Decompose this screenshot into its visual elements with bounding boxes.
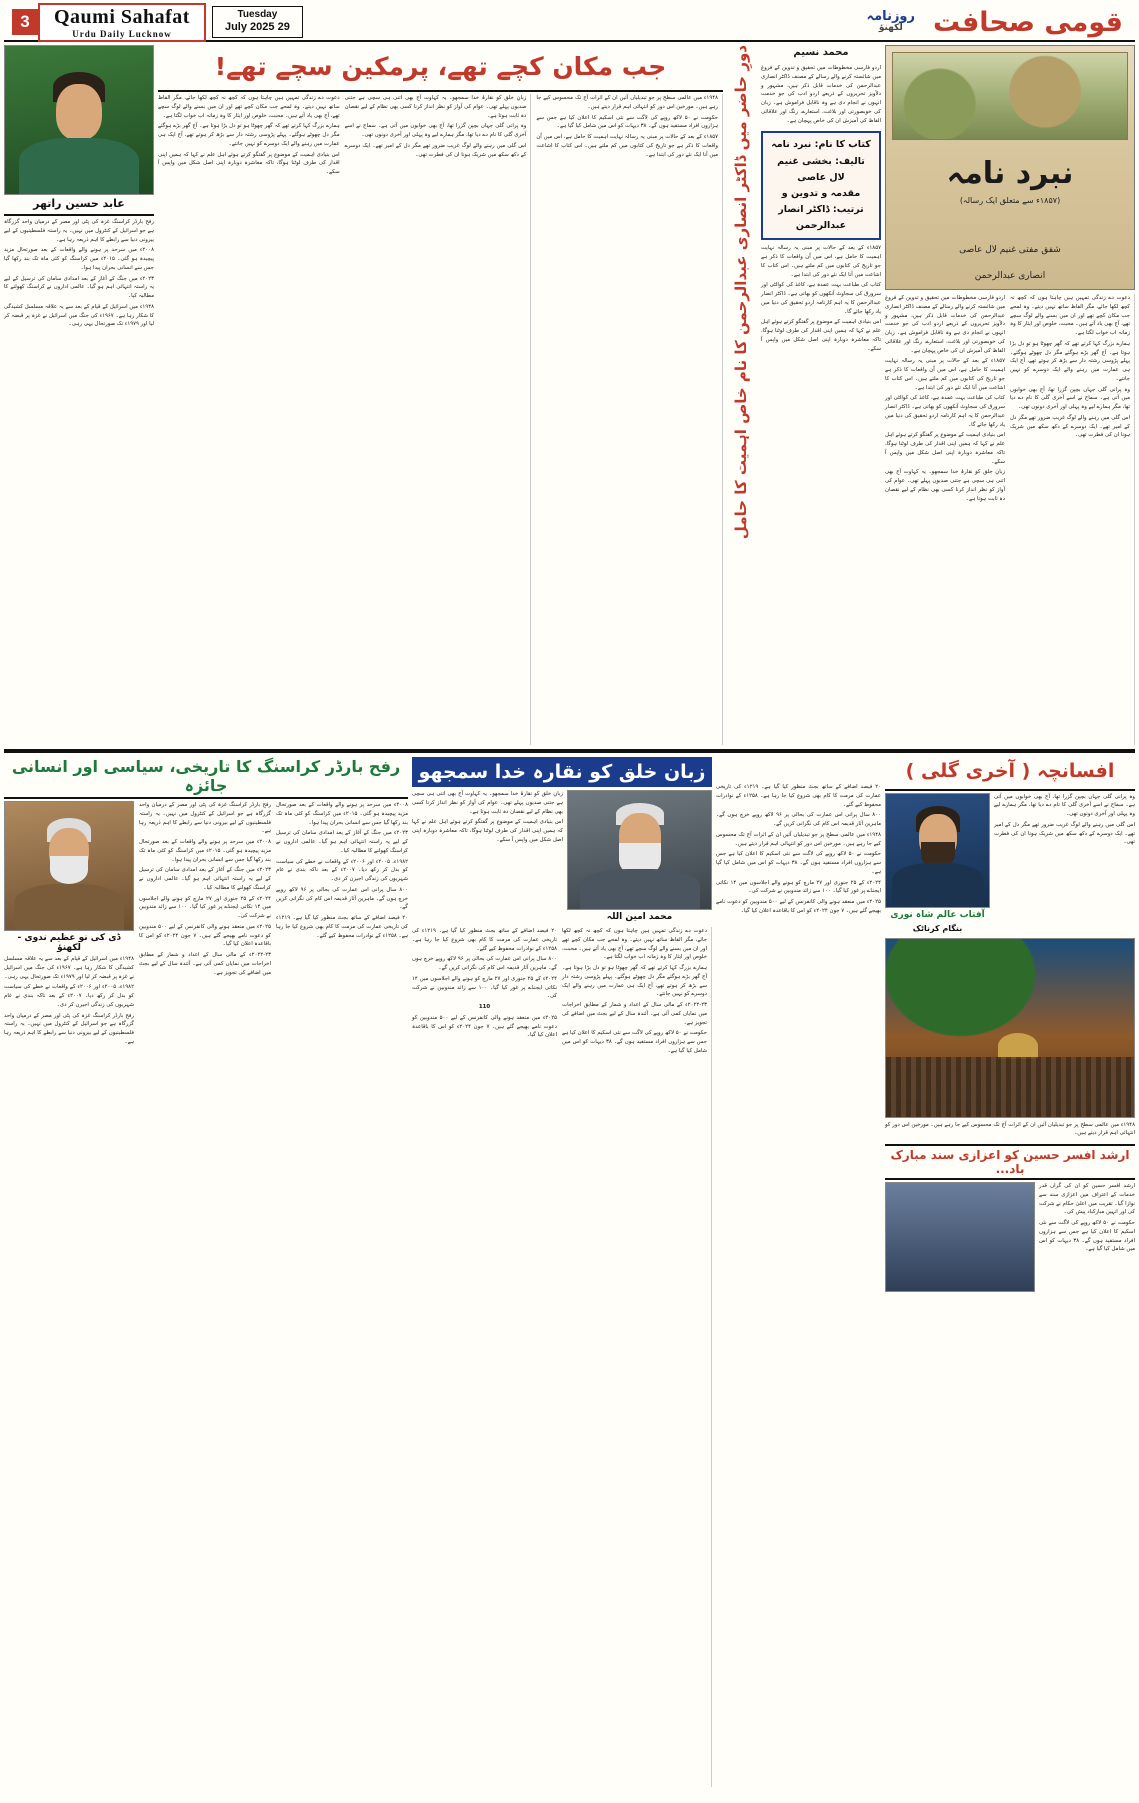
paragraph: ۲۰۲۳ء میں جنگ کے آغاز کے بعد امدادی سامان کی ترسیل کے لیے یہ راستہ انتہائی اہم ہو گیا۔ عالمی اداروں نے کراسنگ کھولنے کا مطالبہ کیا۔ xyxy=(139,867,271,891)
masthead-title-urdu: قومی صحافت xyxy=(933,6,1123,38)
article-column xyxy=(4,955,134,1047)
photo-caption-aftab-city: بنگام کرناٹک xyxy=(912,923,963,933)
article-column xyxy=(139,801,271,1787)
paragraph: ۱۹۸۲ء، ۲۰۰۵ء اور ۲۰۰۶ء کے واقعات نے خطے کی سیاست کو بدل کر رکھ دیا۔ ۲۰۰۷ء کے بعد ناکہ بندی نے عام شہریوں کی زندگی اجیرن کر دی۔ xyxy=(4,984,134,1008)
page-number: 3 xyxy=(12,9,38,35)
rafah-block xyxy=(4,757,408,1787)
paragraph: ۲۰۰۸ء میں سرحد پر ہونے والے واقعات کے بعد صورتحال مزید پیچیدہ ہو گئی۔ ۲۰۱۵ء میں کراسنگ کو کئی ماہ تک بند رکھا گیا جس سے انسانی بحران پیدا ہوا۔ xyxy=(4,247,154,271)
paragraph: رفح بارڈر کراسنگ غزہ کی پٹی اور مصر کے درمیان واحد گزرگاہ ہے جو اسرائیل کے کنٹرول میں نہیں۔ یہ راستہ فلسطینیوں کے لیے بیرونی دنیا سے رابطے کا اہم ذریعہ رہا ہے۔ xyxy=(139,802,271,835)
paragraph: کتاب کی طباعت بہت عمدہ ہے، کاغذ کی کوالٹی اور سرورق کی سجاوٹ آنکھوں کو بھاتی ہے۔ ڈاکٹر انصار عبدالرحمن کا یہ اہم کارنامہ اردو تحقیق کی دنیا میں یاد رکھا جائے گا۔ xyxy=(885,395,1005,428)
article-column xyxy=(4,218,154,745)
portrait-photo-rather xyxy=(4,45,154,195)
paragraph: ۱۹۴۸ء میں عالمی سطح پر جو تبدیلیاں آئیں ان کے اثرات آج تک محسوس کیے جا رہے ہیں۔ مورخین اس دور کو انتہائی اہم قرار دیتے ہیں۔ xyxy=(716,831,881,847)
article-column xyxy=(885,294,1005,745)
paragraph: ہمارے بزرگ کہا کرتے تھے کہ گھر چھوٹا ہو تو دل بڑا ہوتا ہے۔ آج گھر بڑے ہوگئے مگر دل چھوٹے ہوگئے۔ پہلے پڑوسی رشتہ دار سے بڑھ کر ہوتے تھے، آج ایک ہی عمارت میں رہنے والے ایک دوسرے کو نہیں جانتے۔ xyxy=(562,965,707,998)
main-headline: جب مکان کچے تھے، پرمکین سچے تھے! xyxy=(214,52,667,81)
paragraph: کتاب کی طباعت بہت عمدہ ہے، کاغذ کی کوالٹی اور سرورق کی سجاوٹ آنکھوں کو بھاتی ہے۔ ڈاکٹر انصار عبدالرحمن کا یہ اہم کارنامہ اردو تحقیق کی دنیا میں یاد رکھا جائے گا۔ xyxy=(761,282,881,315)
vertical-headline: دورِ حاضر میں ڈاکٹر انصاری عبدالرحمن کا نام خاص اہمیت کا حامل xyxy=(732,45,751,540)
paragraph: زبانِ خلق کو نقارۂ خدا سمجھو۔ یہ کہاوت آج بھی اتنی ہی سچی ہے جتنی صدیوں پہلے تھی۔ عوام کی آواز کو نظر انداز کرنا کسی بھی نظام کے لیے نقصان دہ ثابت ہوتا ہے۔ xyxy=(344,95,527,119)
paragraph: ۱۸۵۷ء کے بعد کے حالات پر مبنی یہ رسالہ نہایت اہمیت کا حامل ہے، اس میں اُن واقعات کا ذکر ہے جو تاریخ کی کتابوں میں کم ملتے ہیں۔ اس کتاب کا اشاعت میں آنا ایک نئے دور کی ابتدا ہے۔ xyxy=(885,358,1005,391)
paragraph: دعوت دے زندگی تمہیں ہیں چاہتا ہوں کہ کچھ نہ کچھ لکھا جائے، مگر الفاظ ساتھ نہیں دیتے۔ وہ لمحے جب مکان کچے تھے اور ان میں بسنے والے لوگ سچے تھے، آج بھی یاد آتے ہیں۔ محبت، خلوص اور ایثار کا وہ زمانہ اب خواب لگتا ہے۔ xyxy=(1010,295,1130,336)
crowd-shape xyxy=(886,1057,1134,1117)
paragraph: ۱۹۴۸ء میں عالمی سطح پر جو تبدیلیاں آئیں ان کے اثرات آج تک محسوس کیے جا رہے ہیں۔ مورخین اس دور کو انتہائی اہم قرار دیتے ہیں۔ xyxy=(885,1121,1135,1137)
book-info-box xyxy=(761,131,881,240)
paragraph: ۲۰۲۴ء کے ۲۵ جنوری اور ۲۷ مارچ کو ہونے والے اجلاسوں میں ۱۴ نکاتی ایجنڈے پر غور کیا گیا۔ ۱۰۰ سے زائد مندوبین نے شرکت کی۔ xyxy=(716,879,882,895)
book-cover-image xyxy=(885,45,1135,290)
book-author: شفق مفتی غنیم لال عاصی xyxy=(959,245,1061,255)
paragraph: ۲۰۲۳ء میں جنگ کے آغاز کے بعد امدادی سامان کی ترسیل کے لیے یہ راستہ انتہائی اہم ہو گیا۔ عالمی اداروں نے کراسنگ کھولنے کا مطالبہ کیا۔ xyxy=(4,275,154,299)
paragraph: اس گلی میں رہنے والے لوگ غریب ضرور تھے مگر دل کے امیر تھے۔ ایک دوسرے کے دکھ سکھ میں شریک ہونا ان کی فطرت تھی۔ xyxy=(344,142,527,158)
paragraph: اس بنیادی اہمیت کے موضوع پر گفتگو کرتے ہوئے اہل علم نے کہا کہ ہمیں اپنی اقدار کی طرف لوٹنا ہوگا، تاکہ معاشرہ دوبارہ اپنی اصل شکل میں واپس آ سکے۔ xyxy=(761,319,881,352)
date-full: 29 July 2025 xyxy=(224,21,290,34)
headline-rafah: رفح بارڈر کراسنگ کا تاریخی، سیاسی اور انسانی جائزہ xyxy=(11,757,401,795)
paragraph: حکومت نے ۵۰ لاکھ روپے کی لاگت سے نئی اسکیم کا اعلان کیا ہے جس سے ہزاروں افراد مستفید ہوں گے۔ ۳۸ دیہات کو اس میں شامل کیا گیا ہے۔ xyxy=(716,851,881,875)
paragraph: ۲۰۲۵ء میں منعقد ہونے والی کانفرنس کے لیے ۵۰۰ مندوبین کو دعوت نامے بھیجے گئے ہیں۔ ۷ جون ۲۰۲۴ء کو اس کا باقاعدہ اعلان کیا گیا۔ xyxy=(412,1014,557,1039)
portrait-photo-aftab xyxy=(885,793,990,908)
paragraph: ۲۰۲۴ء کے ۲۵ جنوری اور ۲۷ مارچ کو ہونے والے اجلاسوں میں ۱۴ نکاتی ایجنڈے پر غور کیا گیا۔ ۱۰۰ سے زائد مندوبین نے شرکت کی۔ xyxy=(412,975,557,1000)
article-column xyxy=(158,94,340,745)
paragraph: ۱۹۸۲ء، ۲۰۰۵ء اور ۲۰۰۶ء کے واقعات نے خطے کی سیاست کو بدل کر رکھ دیا۔ ۲۰۰۷ء کے بعد ناکہ بندی نے عام شہریوں کی زندگی اجیرن کر دی۔ xyxy=(276,858,409,882)
newspaper-logo xyxy=(38,3,206,42)
afsana-block xyxy=(885,757,1135,1787)
paragraph: ۲۰ فیصد اضافے کے ساتھ بجٹ منظور کیا گیا ہے۔ ۱۲۱۹ء کی تاریخی عمارت کی مرمت کا کام بھی شروع کیا جا رہا ہے۔ ۱۲۵۸ء کے نوادرات محفوظ کیے گئے۔ xyxy=(716,784,881,808)
paragraph: ۲۰۲۲-۲۳ء کے مالی سال کے اعداد و شمار کے مطابق اخراجات میں نمایاں کمی آئی ہے۔ آئندہ سال کے لیے بجٹ میں اضافے کی تجویز ہے۔ xyxy=(562,1002,707,1026)
paragraph: رفح بارڈر کراسنگ غزہ کی پٹی اور مصر کے درمیان واحد گزرگاہ ہے جو اسرائیل کے کنٹرول میں نہیں۔ یہ راستہ فلسطینیوں کے لیے بیرونی دنیا سے رابطے کا اہم ذریعہ رہا ہے۔ xyxy=(4,1012,134,1045)
dome-shape xyxy=(998,1033,1038,1059)
paragraph: حکومت نے ۵۰ لاکھ روپے کی لاگت سے نئی اسکیم کا اعلان کیا ہے جس سے ہزاروں افراد مستفید ہوں گے۔ ۳۸ دیہات کو اس میں شامل کیا گیا ہے۔ xyxy=(562,1030,707,1054)
headline-afsana: افسانچہ ( آخری گلی ) xyxy=(905,760,1115,782)
portrait-photo-aminullah xyxy=(567,790,712,910)
paragraph: ۲۰ فیصد اضافے کے ساتھ بجٹ منظور کیا گیا ہے۔ ۱۲۱۹ء کی تاریخی عمارت کی مرمت کا کام بھی شروع کیا جا رہا ہے۔ ۱۲۵۸ء کے نوادرات محفوظ کیے گئے۔ xyxy=(276,915,408,939)
paragraph: زبانِ خلق کو نقارۂ خدا سمجھو۔ یہ کہاوت آج بھی اتنی ہی سچی ہے جتنی صدیوں پہلے تھی۔ عوام کی آواز کو نظر انداز کرنا کسی بھی نظام کے لیے نقصان دہ ثابت ہوتا ہے۔ xyxy=(885,469,1005,502)
paragraph: دعوت دے زندگی تمہیں ہیں چاہتا ہوں کہ کچھ نہ کچھ لکھا جائے، مگر الفاظ ساتھ نہیں دیتے۔ وہ لمحے جب مکان کچے تھے اور ان میں بسنے والے لوگ سچے تھے، آج بھی یاد آتے ہیں۔ محبت، خلوص اور ایثار کا وہ زمانہ اب خواب لگتا ہے۔ xyxy=(562,928,707,961)
article-column xyxy=(1039,1182,1135,1787)
paragraph: ۱۸۵۷ء کے بعد کے حالات پر مبنی یہ رسالہ نہایت اہمیت کا حامل ہے، اس میں اُن واقعات کا ذکر ہے جو تاریخ کی کتابوں میں کم ملتے ہیں۔ اس کتاب کا اشاعت میں آنا ایک نئے دور کی ابتدا ہے۔ xyxy=(536,134,719,158)
paragraph: دعوت دے زندگی تمہیں ہیں چاہتا ہوں کہ کچھ نہ کچھ لکھا جائے، مگر الفاظ ساتھ نہیں دیتے۔ وہ لمحے جب مکان کچے تھے اور ان میں بسنے والے لوگ سچے تھے، آج بھی یاد آتے ہیں۔ محبت، خلوص اور ایثار کا وہ زمانہ اب خواب لگتا ہے۔ xyxy=(158,95,340,119)
paragraph: حکومت نے ۵۰ لاکھ روپے کی لاگت سے نئی اسکیم کا اعلان کیا ہے جس سے ہزاروں افراد مستفید ہوں گے۔ ۳۸ دیہات کو اس میں شامل کیا گیا ہے۔ xyxy=(1039,1220,1135,1253)
paragraph: ۱۹۴۸ء میں عالمی سطح پر جو تبدیلیاں آئیں ان کے اثرات آج تک محسوس کیے جا رہے ہیں۔ مورخین اس دور کو انتہائی اہم قرار دیتے ہیں۔ xyxy=(536,95,719,110)
paragraph: ۱۹۴۸ء میں اسرائیل کے قیام کے بعد سے یہ علاقہ مسلسل کشیدگی کا شکار رہا ہے۔ ۱۹۶۷ء کی جنگ میں اسرائیل نے غزہ پر قبضہ کر لیا اور ۱۹۷۹ء تک صورتحال یہی رہی۔ xyxy=(4,303,154,328)
article-column xyxy=(994,793,1135,935)
article-column xyxy=(412,927,557,1787)
article-column xyxy=(412,790,563,924)
book-publisher: انصاری عبدالرحمن xyxy=(974,271,1046,281)
paragraph: اس بنیادی اہمیت کے موضوع پر گفتگو کرتے ہوئے اہل علم نے کہا کہ ہمیں اپنی اقدار کی طرف لوٹنا ہوگا، تاکہ معاشرہ دوبارہ اپنی اصل شکل میں واپس آ سکے۔ xyxy=(412,819,563,843)
top-section xyxy=(4,45,1135,745)
paragraph: ۱۹۴۸ء میں اسرائیل کے قیام کے بعد سے یہ علاقہ مسلسل کشیدگی کا شکار رہا ہے۔ ۱۹۶۷ء کی جنگ میں اسرائیل نے غزہ پر قبضہ کر لیا اور ۱۹۷۹ء تک صورتحال یہی رہی۔ xyxy=(4,956,135,980)
logo-main-text: Qaumi Sahafat xyxy=(54,5,190,28)
roznama-city: لکھنؤ xyxy=(878,23,903,34)
portrait-photo-nadwi xyxy=(4,801,134,931)
award-ceremony-photo xyxy=(885,1182,1035,1292)
info-line-2: تالیف: بخشی غنیم لال عاصی xyxy=(777,155,865,183)
roznama-label xyxy=(859,10,923,33)
roznama-text: روزنامہ xyxy=(866,9,915,25)
paragraph: حکومت نے ۵۰ لاکھ روپے کی لاگت سے نئی اسکیم کا اعلان کیا ہے جس سے ہزاروں افراد مستفید ہوں گے۔ ۳۸ دیہات کو اس میں شامل کیا گیا ہے۔ xyxy=(536,114,719,130)
article-column xyxy=(761,244,881,745)
vertical-headline-container xyxy=(727,45,757,745)
main-article-block xyxy=(158,45,723,745)
paragraph: اردو فارسی مخطوطات میں تحقیق و تدوین کے فروغ میں شائستہ کرنے والے رسالے کے مصنف ڈاکٹر انصاری عبدالرحمن کی خدمات قابل ذکر ہیں، مشہور و دلآویز تحریروں کے ذریعے اردو ادب کی جو خدمت انہوں نے انجام دی ہے وہ ناقابل فراموش ہے۔ زبان کی خوبصورتی اور بلاغت، استعارے، رنگ اور علاقائی الفاظ کی آمیزش ان کی خاص پہچان ہے۔ xyxy=(761,65,881,124)
article-author: محمد نسیم xyxy=(793,47,849,58)
headline-zaban: زبان خلق کو نقارہ خدا سمجھو xyxy=(412,757,712,787)
zaban-left-text xyxy=(716,757,881,1787)
article-column xyxy=(761,64,881,127)
paragraph: اس بنیادی اہمیت کے موضوع پر گفتگو کرتے ہوئے اہل علم نے کہا کہ ہمیں اپنی اقدار کی طرف لوٹنا ہوگا، تاکہ معاشرہ دوبارہ اپنی اصل شکل میں واپس آ سکے۔ xyxy=(158,151,340,175)
photo-caption-aftab: آفتاب عالم شاہ نوری xyxy=(890,909,985,920)
date-day: Tuesday xyxy=(237,9,278,21)
paragraph: ارشد افسر حسین کو ان کی گراں قدر خدمات کے اعتراف میں اعزازی سند سے نوازا گیا۔ تقریب میں اعلیٰ حکام نے شرکت کی اور انہیں مبارکباد پیش کی۔ xyxy=(1039,1183,1135,1216)
paragraph: وہ پرانی گلی جہاں بچپن گزرا تھا، آج بھی خوابوں میں آتی ہے۔ سماج نے اسے آخری گلی کا نام دے دیا تھا، مگر ہمارے لیے وہ پہلی اور آخری دونوں تھی۔ xyxy=(1010,386,1130,410)
paragraph: وہ پرانی گلی جہاں بچپن گزرا تھا، آج بھی خوابوں میں آتی ہے۔ سماج نے اسے آخری گلی کا نام دے دیا تھا، مگر ہمارے لیے وہ پہلی اور آخری دونوں تھی۔ xyxy=(994,793,1135,818)
info-line-3: مقدمہ و تدوین و ترتیب: ڈاکٹر انصار عبدالرحمن xyxy=(778,187,864,232)
section-divider xyxy=(4,749,1135,753)
book-subtitle: (۱۸۵۷ء سے متعلق ایک رسالہ) xyxy=(959,196,1061,205)
article-column xyxy=(536,94,723,745)
article-column xyxy=(345,94,532,745)
paragraph: زبانِ خلق کو نقارۂ خدا سمجھو۔ یہ کہاوت آج بھی اتنی ہی سچی ہے جتنی صدیوں پہلے تھی۔ عوام کی آواز کو نظر انداز کرنا کسی بھی نظام کے لیے نقصان دہ ثابت ہوتا ہے۔ xyxy=(412,791,563,815)
paragraph: ۱۸۵۷ء کے بعد کے حالات پر مبنی یہ رسالہ نہایت اہمیت کا حامل ہے، اس میں اُن واقعات کا ذکر ہے جو تاریخ کی کتابوں میں کم ملتے ہیں۔ اس کتاب کا اشاعت میں آنا ایک نئے دور کی ابتدا ہے۔ xyxy=(761,245,881,278)
right-photo-column xyxy=(4,45,154,745)
paragraph: ہمارے بزرگ کہا کرتے تھے کہ گھر چھوٹا ہو تو دل بڑا ہوتا ہے۔ آج گھر بڑے ہوگئے مگر دل چھوٹے ہوگئے۔ پہلے پڑوسی رشتہ دار سے بڑھ کر ہوتے تھے، آج ایک ہی عمارت میں رہنے والے ایک دوسرے کو نہیں جانتے۔ xyxy=(158,123,340,147)
photo-caption-aminullah: محمد امین اللہ xyxy=(606,912,673,922)
paragraph: ۲۰۰۸ء میں سرحد پر ہونے والے واقعات کے بعد صورتحال مزید پیچیدہ ہو گئی۔ ۲۰۱۵ء میں کراسنگ کو کئی ماہ تک بند رکھا گیا جس سے انسانی بحران پیدا ہوا۔ xyxy=(139,839,271,863)
paragraph: ۸۰۰ سال پرانی اس عمارت کی بحالی پر ۹۶ لاکھ روپے خرچ ہوں گے۔ ماہرین آثار قدیمہ اس کام کی نگرانی کریں گے۔ xyxy=(412,956,557,971)
photo-caption-nadwi: ڈی کی نو عظیم ندوی - لکھنؤ xyxy=(17,933,121,953)
paragraph: ۲۰۲۵ء میں منعقد ہونے والی کانفرنس کے لیے ۵۰۰ مندوبین کو دعوت نامے بھیجے گئے ہیں۔ ۷ جون ۲۰۲۴ء کو اس کا باقاعدہ اعلان کیا گیا۔ xyxy=(139,923,271,948)
paragraph: ۲۰۰۸ء میں سرحد پر ہونے والے واقعات کے بعد صورتحال مزید پیچیدہ ہو گئی۔ ۲۰۱۵ء میں کراسنگ کو کئی ماہ تک بند رکھا گیا جس سے انسانی بحران پیدا ہوا۔ xyxy=(276,802,408,826)
date-box xyxy=(212,6,303,37)
paragraph: اس بنیادی اہمیت کے موضوع پر گفتگو کرتے ہوئے اہل علم نے کہا کہ ہمیں اپنی اقدار کی طرف لوٹنا ہوگا، تاکہ معاشرہ دوبارہ اپنی اصل شکل میں واپس آ سکے۔ xyxy=(885,432,1005,465)
paragraph: ۸۰۰ سال پرانی اس عمارت کی بحالی پر ۹۶ لاکھ روپے خرچ ہوں گے۔ ماہرین آثار قدیمہ اس کام کی نگرانی کریں گے۔ xyxy=(716,812,881,827)
headline-award: ارشد افسر حسین کو اعزازی سند مبارک باد... xyxy=(890,1148,1130,1177)
paragraph: ۲۰ فیصد اضافے کے ساتھ بجٹ منظور کیا گیا ہے۔ ۱۲۱۹ء کی تاریخی عمارت کی مرمت کا کام بھی شروع کیا جا رہا ہے۔ ۱۲۵۸ء کے نوادرات محفوظ کیے گئے۔ xyxy=(412,928,557,952)
article-column xyxy=(716,783,881,916)
paragraph: اس گلی میں رہنے والے لوگ غریب ضرور تھے مگر دل کے امیر تھے۔ ایک دوسرے کے دکھ سکھ میں شریک ہونا ان کی فطرت تھی۔ xyxy=(1010,414,1130,439)
article-column xyxy=(562,927,712,1787)
paragraph: رفح بارڈر کراسنگ غزہ کی پٹی اور مصر کے درمیان واحد گزرگاہ ہے جو اسرائیل کے کنٹرول میں نہیں۔ یہ راستہ فلسطینیوں کے لیے بیرونی دنیا سے رابطے کا اہم ذریعہ رہا ہے۔ xyxy=(4,219,154,243)
bottom-section xyxy=(4,757,1135,1787)
paragraph: ۲۰۲۴ء کے ۲۵ جنوری اور ۲۷ مارچ کو ہونے والے اجلاسوں میں ۱۴ نکاتی ایجنڈے پر غور کیا گیا۔ ۱۰۰ سے زائد مندوبین نے شرکت کی۔ xyxy=(139,895,272,919)
book-title: نبرد نامہ xyxy=(946,156,1074,191)
paragraph: ہمارے بزرگ کہا کرتے تھے کہ گھر چھوٹا ہو تو دل بڑا ہوتا ہے۔ آج گھر بڑے ہوگئے مگر دل چھوٹے ہوگئے۔ پہلے پڑوسی رشتہ دار سے بڑھ کر ہوتے تھے، آج ایک ہی عمارت میں رہنے والے ایک دوسرے کو نہیں جانتے۔ xyxy=(1010,340,1130,382)
paragraph: ۲۰۲۲-۲۳ء کے مالی سال کے اعداد و شمار کے مطابق اخراجات میں نمایاں کمی آئی ہے۔ آئندہ سال کے لیے بجٹ میں اضافے کی تجویز ہے۔ xyxy=(139,952,271,976)
paragraph: اس گلی میں رہنے والے لوگ غریب ضرور تھے مگر دل کے امیر تھے۔ ایک دوسرے کے دکھ سکھ میں شریک ہونا ان کی فطرت تھی۔ xyxy=(994,821,1135,846)
illustration-gathering xyxy=(885,938,1135,1118)
masthead xyxy=(4,4,1135,42)
photo-caption-rather: عابد حسین راتھر xyxy=(33,197,125,210)
book-review-block xyxy=(885,45,1135,745)
paragraph: ۲۰۲۳ء میں جنگ کے آغاز کے بعد امدادی سامان کی ترسیل کے لیے یہ راستہ انتہائی اہم ہو گیا۔ عالمی اداروں نے کراسنگ کھولنے کا مطالبہ کیا۔ xyxy=(276,830,408,854)
paragraph: ۸۰۰ سال پرانی اس عمارت کی بحالی پر ۹۶ لاکھ روپے خرچ ہوں گے۔ ماہرین آثار قدیمہ اس کام کی نگرانی کریں گے۔ xyxy=(276,886,408,911)
article-column xyxy=(276,801,408,1787)
logo-sub-text: Urdu Daily Lucknow xyxy=(72,28,172,39)
paragraph: ۲۰۲۵ء میں منعقد ہونے والی کانفرنس کے لیے ۵۰۰ مندوبین کو دعوت نامے بھیجے گئے ہیں۔ ۷ جون ۲۰۲۴ء کو اس کا باقاعدہ اعلان کیا گیا۔ xyxy=(716,899,881,914)
page-ref-number: 110 xyxy=(478,1004,491,1010)
paragraph: وہ پرانی گلی جہاں بچپن گزرا تھا، آج بھی خوابوں میں آتی ہے۔ سماج نے اسے آخری گلی کا نام دے دیا تھا، مگر ہمارے لیے وہ پہلی اور آخری دونوں تھی۔ xyxy=(344,123,527,138)
zaban-block xyxy=(412,757,712,1787)
book-cover-artwork xyxy=(892,52,1128,140)
article-column xyxy=(885,1121,1135,1141)
info-line-1: کتاب کا نام: نبرد نامہ xyxy=(771,139,871,151)
book-info-column xyxy=(761,45,881,745)
article-column xyxy=(1010,294,1135,745)
paragraph: اردو فارسی مخطوطات میں تحقیق و تدوین کے فروغ میں شائستہ کرنے والے رسالے کے مصنف ڈاکٹر انصاری عبدالرحمن کی خدمات قابل ذکر ہیں، مشہور و دلآویز تحریروں کے ذریعے اردو ادب کی جو خدمت انہوں نے انجام دی ہے وہ ناقابل فراموش ہے۔ زبان کی خوبصورتی اور بلاغت، استعارے، رنگ اور علاقائی الفاظ کی آمیزش ان کی خاص پہچان ہے۔ xyxy=(885,295,1005,354)
